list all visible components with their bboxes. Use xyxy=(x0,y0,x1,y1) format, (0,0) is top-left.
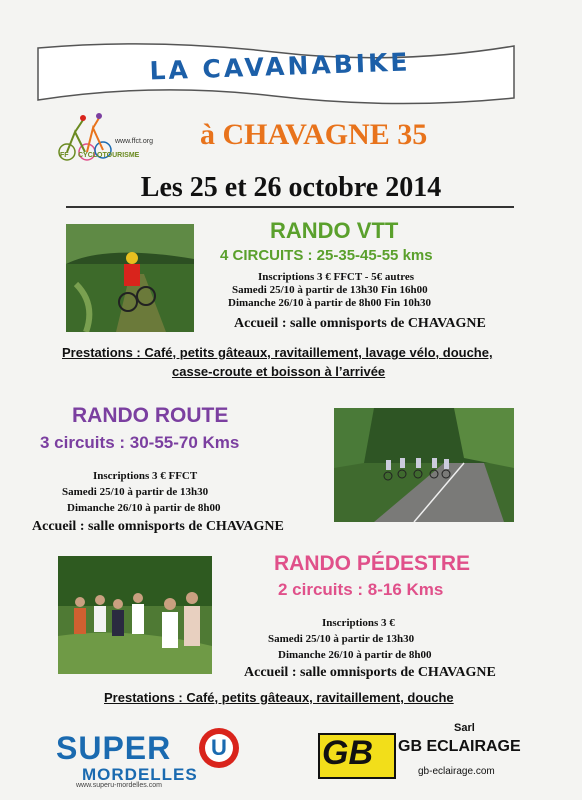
vtt-inscriptions: Inscriptions 3 € FFCT - 5€ autres xyxy=(258,271,415,283)
vtt-title: RANDO VTT xyxy=(270,218,399,243)
ffct-label-cyclo: CYCLOTOURISME xyxy=(78,152,140,159)
pedestre-dimanche: Dimanche 26/10 à partir de 8h00 xyxy=(278,649,432,661)
gb-logo-text: GB xyxy=(322,734,373,772)
pedestre-samedi: Samedi 25/10 à partir de 13h30 xyxy=(268,633,415,645)
route-accueil: Accueil : salle omnisports de CHAVAGNE xyxy=(32,519,284,534)
event-location: à CHAVAGNE 35 xyxy=(200,118,428,151)
event-title: LA CAVANABIKE xyxy=(149,47,411,86)
route-inscriptions: Inscriptions 3 € FFCT xyxy=(93,470,198,482)
route-photo xyxy=(334,408,514,522)
super-u-logo-text: SUPER xyxy=(56,730,172,766)
gb-name: GB ECLAIRAGE xyxy=(398,738,521,755)
super-u-letter: U xyxy=(205,734,233,762)
vtt-dimanche: Dimanche 26/10 à partir de 8h00 Fin 10h30 xyxy=(228,297,432,309)
vtt-circuits: 4 CIRCUITS : 25-35-45-55 kms xyxy=(220,247,433,264)
gb-sarl: Sarl xyxy=(454,722,475,734)
super-u-town: MORDELLES xyxy=(82,765,198,784)
vtt-prestations-1: Prestations : Café, petits gâteaux, ravitaillement, lavage vélo, douche, xyxy=(62,345,493,360)
vtt-samedi: Samedi 25/10 à partir de 13h30 Fin 16h00 xyxy=(232,284,428,296)
route-title: RANDO ROUTE xyxy=(72,404,229,427)
date-underline xyxy=(66,206,514,208)
route-samedi: Samedi 25/10 à partir de 13h30 xyxy=(62,486,209,498)
gb-url: gb-eclairage.com xyxy=(418,766,495,777)
pedestre-prestations: Prestations : Café, petits gâteaux, ravitaillement, douche xyxy=(104,690,454,705)
pedestre-accueil: Accueil : salle omnisports de CHAVAGNE xyxy=(244,665,496,680)
vtt-prestations-2: casse-croute et boisson à l’arrivée xyxy=(172,364,386,379)
pedestre-circuits: 2 circuits : 8-16 Kms xyxy=(278,580,444,599)
ffct-url: www.ffct.org xyxy=(115,138,153,145)
ffct-label-ff: FF xyxy=(60,152,69,159)
vtt-accueil: Accueil : salle omnisports de CHAVAGNE xyxy=(234,316,486,331)
pedestre-title: RANDO PÉDESTRE xyxy=(274,552,471,575)
event-date: Les 25 et 26 octobre 2014 xyxy=(140,172,442,203)
route-circuits: 3 circuits : 30-55-70 Kms xyxy=(40,433,240,452)
vtt-photo xyxy=(66,224,194,332)
super-u-url: www.superu-mordelles.com xyxy=(76,782,162,789)
pedestre-photo xyxy=(58,556,212,674)
pedestre-inscriptions: Inscriptions 3 € xyxy=(322,617,395,629)
route-dimanche: Dimanche 26/10 à partir de 8h00 xyxy=(67,502,221,514)
cyclists-logo-icon xyxy=(55,110,115,168)
